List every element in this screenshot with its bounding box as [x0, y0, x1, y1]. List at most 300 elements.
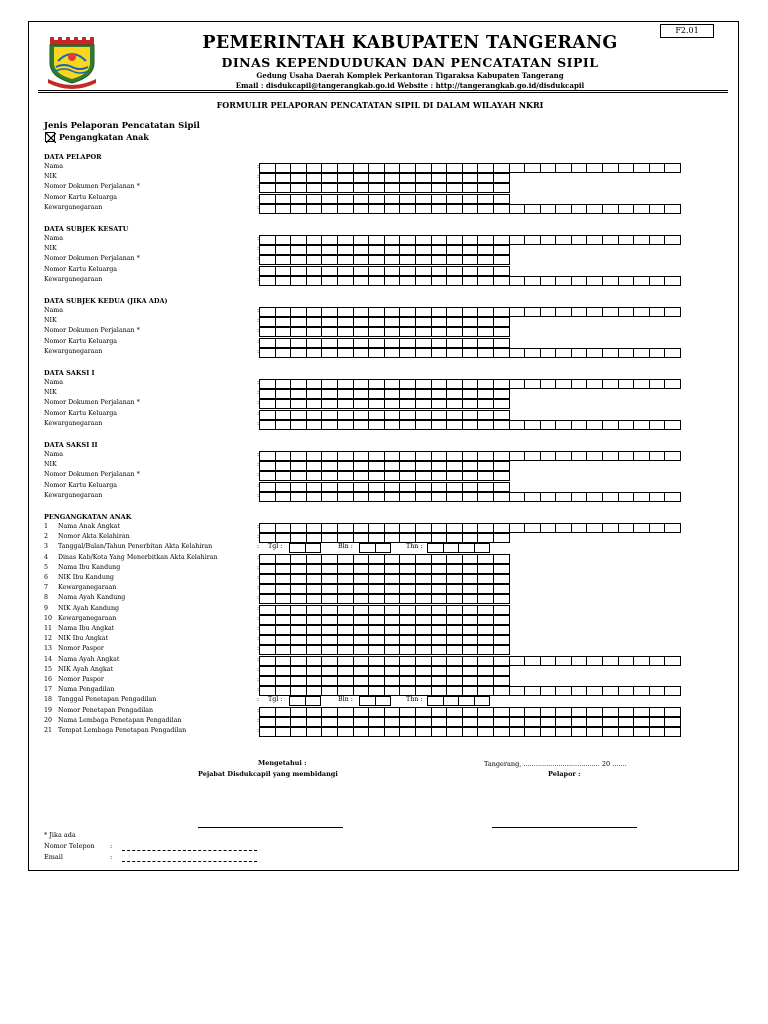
- char-box[interactable]: [477, 492, 494, 502]
- char-box[interactable]: [359, 696, 376, 706]
- char-box[interactable]: [353, 686, 370, 696]
- char-box[interactable]: [446, 348, 463, 358]
- char-box[interactable]: [337, 194, 354, 204]
- char-box[interactable]: [555, 276, 572, 286]
- char-box[interactable]: [337, 554, 354, 564]
- char-box[interactable]: [540, 235, 557, 245]
- char-box[interactable]: [368, 173, 385, 183]
- char-box[interactable]: [337, 183, 354, 193]
- char-box[interactable]: [368, 276, 385, 286]
- char-box[interactable]: [290, 615, 307, 625]
- char-box[interactable]: [664, 307, 681, 317]
- char-box[interactable]: [259, 255, 276, 265]
- char-box[interactable]: [368, 389, 385, 399]
- char-box[interactable]: [353, 420, 370, 430]
- char-box[interactable]: [446, 554, 463, 564]
- char-box[interactable]: [337, 410, 354, 420]
- char-box[interactable]: [399, 307, 416, 317]
- char-box[interactable]: [337, 656, 354, 666]
- char-box[interactable]: [290, 676, 307, 686]
- char-box[interactable]: [431, 686, 448, 696]
- char-box[interactable]: [321, 533, 338, 543]
- char-box[interactable]: [306, 523, 323, 533]
- char-box[interactable]: [321, 307, 338, 317]
- char-box[interactable]: [477, 235, 494, 245]
- char-box[interactable]: [290, 245, 307, 255]
- char-box[interactable]: [524, 235, 541, 245]
- char-box[interactable]: [306, 451, 323, 461]
- char-box[interactable]: [337, 235, 354, 245]
- char-box[interactable]: [368, 399, 385, 409]
- char-box[interactable]: [337, 276, 354, 286]
- char-box[interactable]: [524, 451, 541, 461]
- char-box[interactable]: [602, 420, 619, 430]
- char-box[interactable]: [446, 389, 463, 399]
- char-box[interactable]: [477, 327, 494, 337]
- char-box[interactable]: [540, 348, 557, 358]
- char-box[interactable]: [462, 554, 479, 564]
- char-box[interactable]: [259, 482, 276, 492]
- field-boxes-kk[interactable]: [260, 338, 510, 348]
- char-box[interactable]: [359, 543, 376, 553]
- char-box[interactable]: [399, 348, 416, 358]
- char-box[interactable]: [275, 173, 292, 183]
- char-box[interactable]: [399, 645, 416, 655]
- char-box[interactable]: [524, 307, 541, 317]
- char-box[interactable]: [306, 492, 323, 502]
- char-box[interactable]: [431, 389, 448, 399]
- char-box[interactable]: [384, 656, 401, 666]
- char-box[interactable]: [649, 307, 666, 317]
- char-box[interactable]: [524, 717, 541, 727]
- char-box[interactable]: [275, 594, 292, 604]
- char-box[interactable]: [462, 717, 479, 727]
- char-box[interactable]: [649, 717, 666, 727]
- char-box[interactable]: [259, 307, 276, 317]
- char-box[interactable]: [540, 492, 557, 502]
- char-box[interactable]: [431, 348, 448, 358]
- char-box[interactable]: [384, 307, 401, 317]
- char-box[interactable]: [368, 266, 385, 276]
- char-box[interactable]: [415, 482, 432, 492]
- char-box[interactable]: [415, 235, 432, 245]
- char-box[interactable]: [275, 399, 292, 409]
- char-box[interactable]: [321, 245, 338, 255]
- char-box[interactable]: [337, 686, 354, 696]
- char-box[interactable]: [368, 307, 385, 317]
- char-box[interactable]: [431, 707, 448, 717]
- char-box[interactable]: [431, 605, 448, 615]
- char-box[interactable]: [306, 584, 323, 594]
- adoption-item-boxes[interactable]: [260, 645, 510, 655]
- char-box[interactable]: [555, 235, 572, 245]
- char-box[interactable]: [493, 389, 510, 399]
- char-box[interactable]: [633, 379, 650, 389]
- char-box[interactable]: [462, 605, 479, 615]
- char-box[interactable]: [509, 348, 526, 358]
- char-box[interactable]: [431, 338, 448, 348]
- adoption-item-boxes[interactable]: [260, 594, 510, 604]
- char-box[interactable]: [633, 707, 650, 717]
- char-box[interactable]: [275, 584, 292, 594]
- char-box[interactable]: [321, 348, 338, 358]
- char-box[interactable]: [415, 666, 432, 676]
- char-box[interactable]: [618, 204, 635, 214]
- char-box[interactable]: [306, 635, 323, 645]
- char-box[interactable]: [664, 686, 681, 696]
- char-box[interactable]: [384, 666, 401, 676]
- char-box[interactable]: [509, 707, 526, 717]
- char-box[interactable]: [431, 461, 448, 471]
- char-box[interactable]: [618, 163, 635, 173]
- char-box[interactable]: [493, 317, 510, 327]
- char-box[interactable]: [415, 338, 432, 348]
- char-box[interactable]: [353, 564, 370, 574]
- char-box[interactable]: [399, 389, 416, 399]
- adoption-item-boxes[interactable]: [260, 554, 510, 564]
- char-box[interactable]: [664, 656, 681, 666]
- char-box[interactable]: [399, 471, 416, 481]
- char-box[interactable]: [586, 523, 603, 533]
- char-box[interactable]: [415, 717, 432, 727]
- field-boxes-dokumen[interactable]: [260, 255, 510, 265]
- char-box[interactable]: [415, 379, 432, 389]
- char-box[interactable]: [555, 348, 572, 358]
- char-box[interactable]: [259, 379, 276, 389]
- char-box[interactable]: [431, 183, 448, 193]
- char-box[interactable]: [353, 492, 370, 502]
- char-box[interactable]: [275, 461, 292, 471]
- char-box[interactable]: [306, 645, 323, 655]
- char-box[interactable]: [384, 471, 401, 481]
- char-box[interactable]: [337, 717, 354, 727]
- char-box[interactable]: [618, 717, 635, 727]
- char-box[interactable]: [306, 461, 323, 471]
- char-box[interactable]: [337, 635, 354, 645]
- char-box[interactable]: [321, 266, 338, 276]
- char-box[interactable]: [384, 410, 401, 420]
- char-box[interactable]: [337, 307, 354, 317]
- char-box[interactable]: [321, 686, 338, 696]
- char-box[interactable]: [509, 717, 526, 727]
- char-box[interactable]: [571, 163, 588, 173]
- char-box[interactable]: [462, 625, 479, 635]
- char-box[interactable]: [649, 420, 666, 430]
- char-box[interactable]: [446, 379, 463, 389]
- char-box[interactable]: [446, 605, 463, 615]
- char-box[interactable]: [431, 471, 448, 481]
- char-box[interactable]: [462, 492, 479, 502]
- char-box[interactable]: [555, 163, 572, 173]
- char-box[interactable]: [443, 696, 460, 706]
- char-box[interactable]: [509, 656, 526, 666]
- char-box[interactable]: [664, 204, 681, 214]
- field-boxes-dokumen[interactable]: [260, 471, 510, 481]
- char-box[interactable]: [509, 163, 526, 173]
- char-box[interactable]: [477, 676, 494, 686]
- char-box[interactable]: [384, 348, 401, 358]
- char-box[interactable]: [337, 666, 354, 676]
- char-box[interactable]: [368, 523, 385, 533]
- char-box[interactable]: [384, 327, 401, 337]
- adoption-item-boxes[interactable]: [260, 605, 510, 615]
- char-box[interactable]: [415, 461, 432, 471]
- char-box[interactable]: [602, 276, 619, 286]
- char-box[interactable]: [368, 338, 385, 348]
- char-box[interactable]: [290, 594, 307, 604]
- char-box[interactable]: [290, 656, 307, 666]
- char-box[interactable]: [399, 605, 416, 615]
- char-box[interactable]: [337, 266, 354, 276]
- char-box[interactable]: [368, 235, 385, 245]
- char-box[interactable]: [321, 676, 338, 686]
- char-box[interactable]: [290, 327, 307, 337]
- char-box[interactable]: [275, 533, 292, 543]
- field-boxes-nama[interactable]: [260, 235, 681, 245]
- char-box[interactable]: [290, 523, 307, 533]
- char-box[interactable]: [399, 533, 416, 543]
- char-box[interactable]: [446, 235, 463, 245]
- char-box[interactable]: [602, 686, 619, 696]
- char-box[interactable]: [509, 420, 526, 430]
- char-box[interactable]: [275, 338, 292, 348]
- char-box[interactable]: [586, 348, 603, 358]
- char-box[interactable]: [275, 554, 292, 564]
- char-box[interactable]: [399, 183, 416, 193]
- char-box[interactable]: [399, 676, 416, 686]
- char-box[interactable]: [571, 686, 588, 696]
- char-box[interactable]: [368, 410, 385, 420]
- char-box[interactable]: [446, 717, 463, 727]
- char-box[interactable]: [368, 707, 385, 717]
- char-box[interactable]: [306, 727, 323, 737]
- char-box[interactable]: [275, 266, 292, 276]
- char-box[interactable]: [602, 656, 619, 666]
- char-box[interactable]: [462, 564, 479, 574]
- char-box[interactable]: [618, 656, 635, 666]
- char-box[interactable]: [586, 686, 603, 696]
- char-box[interactable]: [431, 523, 448, 533]
- char-box[interactable]: [368, 594, 385, 604]
- char-box[interactable]: [431, 327, 448, 337]
- char-box[interactable]: [431, 317, 448, 327]
- char-box[interactable]: [259, 523, 276, 533]
- char-box[interactable]: [446, 317, 463, 327]
- char-box[interactable]: [446, 676, 463, 686]
- char-box[interactable]: [540, 523, 557, 533]
- char-box[interactable]: [306, 173, 323, 183]
- char-box[interactable]: [415, 656, 432, 666]
- char-box[interactable]: [384, 235, 401, 245]
- char-box[interactable]: [306, 533, 323, 543]
- char-box[interactable]: [368, 605, 385, 615]
- char-box[interactable]: [375, 543, 392, 553]
- char-box[interactable]: [446, 615, 463, 625]
- char-box[interactable]: [337, 533, 354, 543]
- char-box[interactable]: [368, 554, 385, 564]
- email-field[interactable]: [122, 861, 257, 862]
- char-box[interactable]: [368, 348, 385, 358]
- char-box[interactable]: [618, 307, 635, 317]
- char-box[interactable]: [290, 420, 307, 430]
- date-bln-boxes[interactable]: [360, 543, 391, 553]
- char-box[interactable]: [509, 451, 526, 461]
- char-box[interactable]: [633, 348, 650, 358]
- char-box[interactable]: [664, 523, 681, 533]
- char-box[interactable]: [415, 564, 432, 574]
- char-box[interactable]: [493, 471, 510, 481]
- char-box[interactable]: [368, 564, 385, 574]
- char-box[interactable]: [306, 194, 323, 204]
- char-box[interactable]: [462, 727, 479, 737]
- char-box[interactable]: [290, 379, 307, 389]
- char-box[interactable]: [462, 266, 479, 276]
- char-box[interactable]: [353, 379, 370, 389]
- char-box[interactable]: [290, 194, 307, 204]
- char-box[interactable]: [368, 482, 385, 492]
- char-box[interactable]: [321, 163, 338, 173]
- char-box[interactable]: [493, 338, 510, 348]
- char-box[interactable]: [477, 666, 494, 676]
- char-box[interactable]: [446, 420, 463, 430]
- char-box[interactable]: [446, 564, 463, 574]
- char-box[interactable]: [290, 399, 307, 409]
- char-box[interactable]: [353, 266, 370, 276]
- char-box[interactable]: [384, 594, 401, 604]
- char-box[interactable]: [462, 635, 479, 645]
- char-box[interactable]: [477, 471, 494, 481]
- char-box[interactable]: [337, 605, 354, 615]
- char-box[interactable]: [477, 717, 494, 727]
- char-box[interactable]: [540, 451, 557, 461]
- char-box[interactable]: [321, 615, 338, 625]
- char-box[interactable]: [649, 492, 666, 502]
- char-box[interactable]: [446, 727, 463, 737]
- char-box[interactable]: [306, 255, 323, 265]
- char-box[interactable]: [477, 656, 494, 666]
- char-box[interactable]: [275, 194, 292, 204]
- char-box[interactable]: [368, 584, 385, 594]
- char-box[interactable]: [337, 348, 354, 358]
- char-box[interactable]: [446, 410, 463, 420]
- char-box[interactable]: [259, 584, 276, 594]
- char-box[interactable]: [306, 666, 323, 676]
- char-box[interactable]: [477, 615, 494, 625]
- char-box[interactable]: [306, 676, 323, 686]
- char-box[interactable]: [571, 379, 588, 389]
- date-bln-boxes[interactable]: [360, 696, 391, 706]
- char-box[interactable]: [446, 471, 463, 481]
- char-box[interactable]: [259, 615, 276, 625]
- char-box[interactable]: [399, 194, 416, 204]
- char-box[interactable]: [384, 163, 401, 173]
- char-box[interactable]: [290, 183, 307, 193]
- char-box[interactable]: [477, 533, 494, 543]
- char-box[interactable]: [477, 338, 494, 348]
- field-boxes-nik[interactable]: [260, 317, 510, 327]
- char-box[interactable]: [431, 410, 448, 420]
- date-thn-boxes[interactable]: [428, 543, 490, 553]
- char-box[interactable]: [368, 686, 385, 696]
- char-box[interactable]: [290, 686, 307, 696]
- char-box[interactable]: [462, 163, 479, 173]
- char-box[interactable]: [353, 399, 370, 409]
- char-box[interactable]: [384, 338, 401, 348]
- char-box[interactable]: [446, 204, 463, 214]
- char-box[interactable]: [290, 173, 307, 183]
- char-box[interactable]: [415, 399, 432, 409]
- char-box[interactable]: [493, 605, 510, 615]
- char-box[interactable]: [571, 235, 588, 245]
- char-box[interactable]: [446, 482, 463, 492]
- char-box[interactable]: [321, 235, 338, 245]
- char-box[interactable]: [477, 686, 494, 696]
- char-box[interactable]: [384, 461, 401, 471]
- char-box[interactable]: [633, 717, 650, 727]
- char-box[interactable]: [337, 471, 354, 481]
- char-box[interactable]: [290, 471, 307, 481]
- char-box[interactable]: [524, 686, 541, 696]
- char-box[interactable]: [462, 183, 479, 193]
- char-box[interactable]: [275, 276, 292, 286]
- adoption-item-boxes[interactable]: [260, 707, 681, 717]
- char-box[interactable]: [321, 645, 338, 655]
- char-box[interactable]: [618, 451, 635, 461]
- char-box[interactable]: [306, 410, 323, 420]
- field-boxes-nama[interactable]: [260, 379, 681, 389]
- char-box[interactable]: [493, 420, 510, 430]
- char-box[interactable]: [368, 615, 385, 625]
- char-box[interactable]: [353, 245, 370, 255]
- char-box[interactable]: [353, 235, 370, 245]
- char-box[interactable]: [446, 266, 463, 276]
- char-box[interactable]: [524, 420, 541, 430]
- char-box[interactable]: [633, 451, 650, 461]
- char-box[interactable]: [524, 276, 541, 286]
- char-box[interactable]: [446, 656, 463, 666]
- char-box[interactable]: [321, 605, 338, 615]
- char-box[interactable]: [446, 451, 463, 461]
- char-box[interactable]: [462, 451, 479, 461]
- char-box[interactable]: [649, 451, 666, 461]
- char-box[interactable]: [399, 235, 416, 245]
- char-box[interactable]: [353, 348, 370, 358]
- char-box[interactable]: [321, 574, 338, 584]
- char-box[interactable]: [384, 266, 401, 276]
- char-box[interactable]: [259, 666, 276, 676]
- char-box[interactable]: [493, 656, 510, 666]
- char-box[interactable]: [353, 204, 370, 214]
- char-box[interactable]: [586, 307, 603, 317]
- char-box[interactable]: [509, 235, 526, 245]
- char-box[interactable]: [306, 574, 323, 584]
- char-box[interactable]: [415, 533, 432, 543]
- char-box[interactable]: [415, 420, 432, 430]
- char-box[interactable]: [477, 183, 494, 193]
- char-box[interactable]: [384, 379, 401, 389]
- char-box[interactable]: [477, 266, 494, 276]
- char-box[interactable]: [602, 717, 619, 727]
- char-box[interactable]: [474, 696, 491, 706]
- char-box[interactable]: [306, 204, 323, 214]
- char-box[interactable]: [337, 327, 354, 337]
- char-box[interactable]: [368, 727, 385, 737]
- char-box[interactable]: [446, 255, 463, 265]
- char-box[interactable]: [415, 389, 432, 399]
- char-box[interactable]: [431, 204, 448, 214]
- char-box[interactable]: [493, 707, 510, 717]
- char-box[interactable]: [290, 707, 307, 717]
